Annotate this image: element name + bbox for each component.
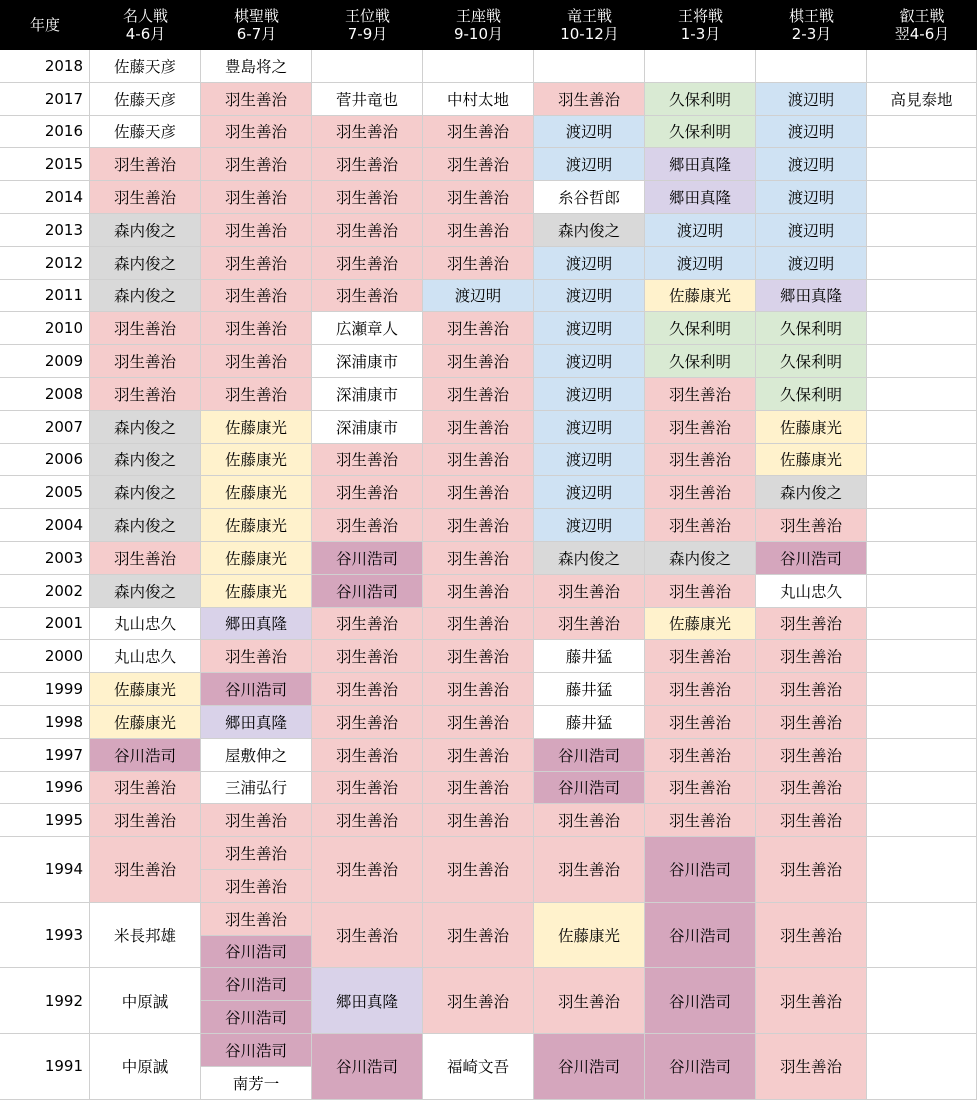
year-cell: 2005 <box>0 476 90 509</box>
title-holder-cell: 羽生善治 <box>312 181 423 214</box>
title-holder-cell: 深浦康市 <box>312 378 423 411</box>
year-header-label: 年度 <box>29 16 60 34</box>
title-holder-cell <box>867 116 977 149</box>
title-holder-cell: 谷川浩司 <box>312 575 423 608</box>
title-holder-cell: 森内俊之 <box>90 214 201 247</box>
title-holder-cell: 渡辺明 <box>756 83 867 116</box>
title-holder-cell: 佐藤康光 <box>645 280 756 313</box>
title-holder-cell: 羽生善治 <box>645 706 756 739</box>
title-holder-cell: 羽生善治 <box>756 509 867 542</box>
title-holder-cell: 羽生善治 <box>201 280 312 313</box>
year-cell: 1995 <box>0 804 90 837</box>
title-holder-cell: 羽生善治 <box>645 411 756 444</box>
title-holder-cell <box>867 903 977 969</box>
title-holder-cell: 森内俊之 <box>90 476 201 509</box>
title-holder-cell: 羽生善治 <box>90 542 201 575</box>
title-holder-cell: 羽生善治 <box>90 804 201 837</box>
title-holder-cell: 羽生善治 <box>312 148 423 181</box>
title-holder-cell: 羽生善治 <box>312 608 423 641</box>
title-holder-cell: 郷田真隆 <box>645 181 756 214</box>
title-holder-cell: 渡辺明 <box>534 280 645 313</box>
title-holder-cell: 羽生善治 <box>534 968 645 1034</box>
title-holder-cell <box>867 1034 977 1100</box>
year-cell: 1992 <box>0 968 90 1034</box>
title-holder-cell: 福崎文吾 <box>423 1034 534 1100</box>
title-holder-cell: 郷田真隆 <box>312 968 423 1034</box>
title-holder-cell: 羽生善治 <box>312 214 423 247</box>
title-holder-cell: 谷川浩司 <box>201 936 312 969</box>
title-holder-cell: 渡辺明 <box>756 247 867 280</box>
title-holder-cell: 谷川浩司 <box>534 772 645 805</box>
title-holder-cell: 羽生善治 <box>423 509 534 542</box>
title-holder-cell: 中原誠 <box>90 1034 201 1100</box>
title-holder-cell: 佐藤康光 <box>645 608 756 641</box>
year-cell: 2011 <box>0 280 90 313</box>
column-header-name: 王位戦 <box>344 7 390 25</box>
title-holder-cell: 羽生善治 <box>534 837 645 903</box>
column-header-name: 竜王戦 <box>566 7 612 25</box>
title-holder-cell <box>867 509 977 542</box>
title-holder-cell: 中原誠 <box>90 968 201 1034</box>
title-holder-cell <box>867 411 977 444</box>
column-header-oui <box>312 0 423 50</box>
title-holder-cell: 羽生善治 <box>423 411 534 444</box>
title-holder-cell: 羽生善治 <box>423 837 534 903</box>
title-holder-cell: 渡辺明 <box>534 148 645 181</box>
title-holder-cell: 羽生善治 <box>312 903 423 969</box>
title-holder-cell: 羽生善治 <box>756 837 867 903</box>
title-holder-cell: 渡辺明 <box>534 116 645 149</box>
column-header-period: 2-3月 <box>791 25 832 43</box>
column-header-kio <box>756 0 867 50</box>
year-cell: 2015 <box>0 148 90 181</box>
title-holder-cell: 羽生善治 <box>312 280 423 313</box>
year-cell: 2013 <box>0 214 90 247</box>
year-cell: 2002 <box>0 575 90 608</box>
title-holder-cell <box>867 312 977 345</box>
title-holder-cell: 郷田真隆 <box>201 706 312 739</box>
title-holder-cell: 羽生善治 <box>201 312 312 345</box>
title-holder-cell: 森内俊之 <box>90 247 201 280</box>
year-cell: 2012 <box>0 247 90 280</box>
title-holder-cell: 中村太地 <box>423 83 534 116</box>
title-holder-cell: 羽生善治 <box>423 214 534 247</box>
title-holder-cell: 谷川浩司 <box>534 1034 645 1100</box>
title-holder-cell: 羽生善治 <box>423 312 534 345</box>
title-holder-cell: 羽生善治 <box>423 968 534 1034</box>
title-holder-cell: 渡辺明 <box>645 247 756 280</box>
title-holder-cell: 羽生善治 <box>423 706 534 739</box>
title-holder-cell: 羽生善治 <box>312 706 423 739</box>
title-holder-cell <box>867 542 977 575</box>
title-holder-cell: 丸山忠久 <box>90 640 201 673</box>
title-holder-cell: 広瀬章人 <box>312 312 423 345</box>
title-holder-cell: 渡辺明 <box>534 378 645 411</box>
title-holder-cell: 森内俊之 <box>645 542 756 575</box>
title-holder-cell: 羽生善治 <box>645 444 756 477</box>
title-holder-cell: 羽生善治 <box>201 148 312 181</box>
title-holder-cell: 羽生善治 <box>312 739 423 772</box>
title-holder-cell: 羽生善治 <box>423 378 534 411</box>
title-holder-cell: 羽生善治 <box>645 640 756 673</box>
title-holder-cell: 久保利明 <box>756 345 867 378</box>
year-cell: 2004 <box>0 509 90 542</box>
title-holder-cell: 丸山忠久 <box>756 575 867 608</box>
title-holder-cell: 菅井竜也 <box>312 83 423 116</box>
title-holder-cell: 羽生善治 <box>312 772 423 805</box>
title-holder-cell: 羽生善治 <box>201 903 312 936</box>
title-holder-cell: 佐藤康光 <box>201 476 312 509</box>
title-holder-cell <box>867 444 977 477</box>
title-holder-cell <box>312 50 423 83</box>
column-header-meijin <box>90 0 201 50</box>
title-holder-cell: 羽生善治 <box>645 772 756 805</box>
title-holder-cell <box>867 673 977 706</box>
title-holder-cell: 羽生善治 <box>423 181 534 214</box>
title-holder-cell: 渡辺明 <box>534 247 645 280</box>
column-header-period: 1-3月 <box>680 25 721 43</box>
title-holder-cell: 森内俊之 <box>90 411 201 444</box>
title-holder-cell: 羽生善治 <box>645 509 756 542</box>
title-holder-cell <box>423 50 534 83</box>
column-header-period: 7-9月 <box>347 25 388 43</box>
title-holder-cell: 羽生善治 <box>201 214 312 247</box>
title-holder-cell: 藤井猛 <box>534 706 645 739</box>
title-holder-cell: 藤井猛 <box>534 673 645 706</box>
title-holder-cell: 羽生善治 <box>534 608 645 641</box>
year-cell: 2010 <box>0 312 90 345</box>
title-holder-cell <box>867 739 977 772</box>
title-holder-cell: 久保利明 <box>645 345 756 378</box>
title-holder-cell: 羽生善治 <box>90 378 201 411</box>
year-cell: 2006 <box>0 444 90 477</box>
title-holder-cell: 高見泰地 <box>867 83 977 116</box>
column-header-period: 4-6月 <box>125 25 166 43</box>
column-header-oza <box>423 0 534 50</box>
title-holder-cell: 佐藤康光 <box>756 411 867 444</box>
title-holder-cell: 佐藤天彦 <box>90 116 201 149</box>
title-holder-cell: 羽生善治 <box>312 116 423 149</box>
title-holder-cell: 南芳一 <box>201 1067 312 1100</box>
title-holder-cell <box>534 50 645 83</box>
column-header-eio <box>867 0 977 50</box>
column-header-name: 王座戦 <box>455 7 501 25</box>
title-holder-cell <box>867 804 977 837</box>
title-holder-cell: 羽生善治 <box>645 804 756 837</box>
title-holder-cell: 谷川浩司 <box>534 739 645 772</box>
title-holder-cell: 渡辺明 <box>756 116 867 149</box>
title-holder-cell: 森内俊之 <box>534 214 645 247</box>
title-holder-cell: 谷川浩司 <box>645 837 756 903</box>
title-holder-cell: 羽生善治 <box>90 148 201 181</box>
year-cell: 1996 <box>0 772 90 805</box>
title-holder-cell: 羽生善治 <box>645 739 756 772</box>
title-holder-cell: 羽生善治 <box>756 1034 867 1100</box>
title-holder-cell <box>645 50 756 83</box>
year-cell: 2017 <box>0 83 90 116</box>
title-holder-cell <box>867 50 977 83</box>
title-holder-cell: 渡辺明 <box>756 214 867 247</box>
title-holder-cell: 羽生善治 <box>423 247 534 280</box>
title-holder-cell <box>867 280 977 313</box>
title-holder-cell: 佐藤康光 <box>201 542 312 575</box>
title-holder-cell: 谷川浩司 <box>201 1001 312 1034</box>
year-cell: 2003 <box>0 542 90 575</box>
title-holder-cell: 羽生善治 <box>645 378 756 411</box>
title-holder-cell: 羽生善治 <box>756 968 867 1034</box>
title-holder-cell: 渡辺明 <box>534 476 645 509</box>
title-holder-cell: 羽生善治 <box>756 772 867 805</box>
title-holder-cell: 羽生善治 <box>201 247 312 280</box>
title-holder-cell: 渡辺明 <box>534 345 645 378</box>
title-holder-cell: 羽生善治 <box>756 706 867 739</box>
title-holder-cell <box>867 608 977 641</box>
title-holder-cell: 糸谷哲郎 <box>534 181 645 214</box>
title-holder-cell: 羽生善治 <box>423 345 534 378</box>
title-holder-cell: 羽生善治 <box>645 476 756 509</box>
title-holder-cell: 佐藤天彦 <box>90 83 201 116</box>
title-holder-cell: 藤井猛 <box>534 640 645 673</box>
title-holder-cell: 郷田真隆 <box>756 280 867 313</box>
title-holder-cell: 羽生善治 <box>423 772 534 805</box>
title-holder-cell <box>867 181 977 214</box>
title-holder-cell: 久保利明 <box>756 312 867 345</box>
title-holder-cell: 羽生善治 <box>423 575 534 608</box>
year-cell: 2008 <box>0 378 90 411</box>
title-holder-cell <box>867 378 977 411</box>
title-holder-cell: 谷川浩司 <box>645 968 756 1034</box>
title-holder-cell: 米長邦雄 <box>90 903 201 969</box>
title-holder-cell <box>867 575 977 608</box>
title-holder-cell: 久保利明 <box>645 83 756 116</box>
year-cell: 1991 <box>0 1034 90 1100</box>
title-holder-cell: 郷田真隆 <box>645 148 756 181</box>
title-holder-cell: 羽生善治 <box>90 837 201 903</box>
title-holder-cell: 羽生善治 <box>201 804 312 837</box>
column-header-period: 10-12月 <box>560 25 619 43</box>
year-cell: 2000 <box>0 640 90 673</box>
title-holder-cell: 羽生善治 <box>201 640 312 673</box>
title-holder-cell: 羽生善治 <box>201 116 312 149</box>
title-holder-cell: 渡辺明 <box>534 509 645 542</box>
year-cell: 2009 <box>0 345 90 378</box>
title-holder-cell: 羽生善治 <box>312 247 423 280</box>
title-holder-cell: 羽生善治 <box>534 804 645 837</box>
title-holder-cell: 渡辺明 <box>534 444 645 477</box>
title-holder-cell: 羽生善治 <box>201 345 312 378</box>
title-holder-cell: 羽生善治 <box>423 608 534 641</box>
title-holder-cell: 羽生善治 <box>201 837 312 870</box>
title-holder-cell: 渡辺明 <box>756 181 867 214</box>
title-holder-cell: 羽生善治 <box>201 870 312 903</box>
column-header-name: 棋聖戦 <box>233 7 279 25</box>
title-holder-cell: 佐藤康光 <box>201 444 312 477</box>
title-holder-cell: 羽生善治 <box>423 542 534 575</box>
title-holder-cell: 羽生善治 <box>90 772 201 805</box>
title-holder-cell: 谷川浩司 <box>201 968 312 1001</box>
title-holder-cell: 郷田真隆 <box>201 608 312 641</box>
title-holder-cell: 羽生善治 <box>423 673 534 706</box>
title-holder-cell: 森内俊之 <box>90 280 201 313</box>
title-holder-cell <box>867 640 977 673</box>
title-holder-cell: 深浦康市 <box>312 411 423 444</box>
title-holder-cell: 谷川浩司 <box>312 542 423 575</box>
title-holder-cell: 谷川浩司 <box>201 673 312 706</box>
title-holder-cell: 羽生善治 <box>312 804 423 837</box>
title-holder-cell: 渡辺明 <box>756 148 867 181</box>
column-header-period: 6-7月 <box>236 25 277 43</box>
title-holder-cell: 羽生善治 <box>423 903 534 969</box>
title-holder-cell: 羽生善治 <box>756 608 867 641</box>
title-holder-cell: 佐藤康光 <box>201 509 312 542</box>
title-holder-cell: 佐藤康光 <box>756 444 867 477</box>
column-header-name: 名人戦 <box>122 7 168 25</box>
title-holder-cell: 羽生善治 <box>756 739 867 772</box>
column-header-period: 翌4-6月 <box>894 25 950 43</box>
title-holder-cell: 森内俊之 <box>756 476 867 509</box>
title-holder-cell: 羽生善治 <box>201 378 312 411</box>
title-holder-cell: 羽生善治 <box>201 83 312 116</box>
year-cell: 2001 <box>0 608 90 641</box>
year-cell: 2007 <box>0 411 90 444</box>
year-cell: 1993 <box>0 903 90 969</box>
title-holder-cell: 羽生善治 <box>534 575 645 608</box>
title-holder-cell: 森内俊之 <box>90 444 201 477</box>
title-holder-cell: 佐藤康光 <box>201 575 312 608</box>
title-holder-cell: 羽生善治 <box>312 476 423 509</box>
title-holder-cell: 佐藤康光 <box>201 411 312 444</box>
title-holder-cell: 佐藤康光 <box>534 903 645 969</box>
title-holder-cell: 羽生善治 <box>90 312 201 345</box>
title-holder-cell <box>867 837 977 903</box>
title-holder-cell <box>867 772 977 805</box>
title-holder-cell: 羽生善治 <box>756 673 867 706</box>
title-holder-cell: 谷川浩司 <box>90 739 201 772</box>
column-header-kisei <box>201 0 312 50</box>
title-holder-cell: 羽生善治 <box>312 640 423 673</box>
title-holder-cell: 豊島将之 <box>201 50 312 83</box>
title-holder-cell: 渡辺明 <box>645 214 756 247</box>
column-header-name: 叡王戦 <box>899 7 945 25</box>
title-holder-cell: 羽生善治 <box>312 509 423 542</box>
column-header-period: 9-10月 <box>453 25 504 43</box>
title-holder-cell: 深浦康市 <box>312 345 423 378</box>
title-holder-cell: 羽生善治 <box>534 83 645 116</box>
title-holder-cell: 羽生善治 <box>312 444 423 477</box>
title-holder-cell: 羽生善治 <box>423 804 534 837</box>
title-holder-cell: 羽生善治 <box>423 444 534 477</box>
title-holder-cell: 佐藤天彦 <box>90 50 201 83</box>
year-cell: 1999 <box>0 673 90 706</box>
title-holder-cell <box>867 247 977 280</box>
title-holder-cell: 羽生善治 <box>90 345 201 378</box>
title-holder-cell <box>867 345 977 378</box>
year-header <box>0 0 90 50</box>
title-holder-cell: 羽生善治 <box>645 673 756 706</box>
title-holder-cell: 羽生善治 <box>201 181 312 214</box>
title-holder-cell: 久保利明 <box>645 116 756 149</box>
title-holder-cell: 佐藤康光 <box>90 706 201 739</box>
year-cell: 1998 <box>0 706 90 739</box>
title-holder-cell: 丸山忠久 <box>90 608 201 641</box>
title-holder-cell: 谷川浩司 <box>312 1034 423 1100</box>
title-holder-cell: 屋敷伸之 <box>201 739 312 772</box>
title-holder-cell: 佐藤康光 <box>90 673 201 706</box>
title-holder-cell: 羽生善治 <box>423 476 534 509</box>
year-cell: 1994 <box>0 837 90 903</box>
title-holder-cell: 谷川浩司 <box>201 1034 312 1067</box>
title-holder-cell: 羽生善治 <box>423 640 534 673</box>
column-header-osho <box>645 0 756 50</box>
title-holder-cell: 羽生善治 <box>756 640 867 673</box>
title-holder-cell: 三浦弘行 <box>201 772 312 805</box>
title-holder-cell: 渡辺明 <box>534 411 645 444</box>
title-holder-cell <box>867 476 977 509</box>
title-holder-cell: 羽生善治 <box>312 837 423 903</box>
title-holder-cell: 羽生善治 <box>756 804 867 837</box>
column-header-name: 棋王戦 <box>788 7 834 25</box>
title-holder-cell: 渡辺明 <box>534 312 645 345</box>
year-cell: 2016 <box>0 116 90 149</box>
title-holder-cell: 羽生善治 <box>423 148 534 181</box>
title-holder-cell: 久保利明 <box>756 378 867 411</box>
title-holder-cell: 羽生善治 <box>90 181 201 214</box>
title-holder-cell: 森内俊之 <box>534 542 645 575</box>
column-header-name: 王将戦 <box>677 7 723 25</box>
title-holder-cell: 谷川浩司 <box>645 1034 756 1100</box>
title-holder-cell <box>756 50 867 83</box>
year-cell: 2018 <box>0 50 90 83</box>
title-holder-cell <box>867 214 977 247</box>
title-holder-cell: 羽生善治 <box>645 575 756 608</box>
title-holder-cell: 羽生善治 <box>423 116 534 149</box>
title-holder-cell: 久保利明 <box>645 312 756 345</box>
title-holder-cell <box>867 706 977 739</box>
title-holder-cell: 羽生善治 <box>423 739 534 772</box>
title-holder-cell <box>867 968 977 1034</box>
title-holder-cell: 谷川浩司 <box>645 903 756 969</box>
title-holder-cell: 森内俊之 <box>90 575 201 608</box>
title-holder-cell: 渡辺明 <box>423 280 534 313</box>
year-cell: 2014 <box>0 181 90 214</box>
year-cell: 1997 <box>0 739 90 772</box>
title-holder-cell: 谷川浩司 <box>756 542 867 575</box>
title-holder-cell: 羽生善治 <box>312 673 423 706</box>
title-holder-cell <box>867 148 977 181</box>
column-header-ryuo <box>534 0 645 50</box>
title-holder-cell: 森内俊之 <box>90 509 201 542</box>
title-holder-cell: 羽生善治 <box>756 903 867 969</box>
